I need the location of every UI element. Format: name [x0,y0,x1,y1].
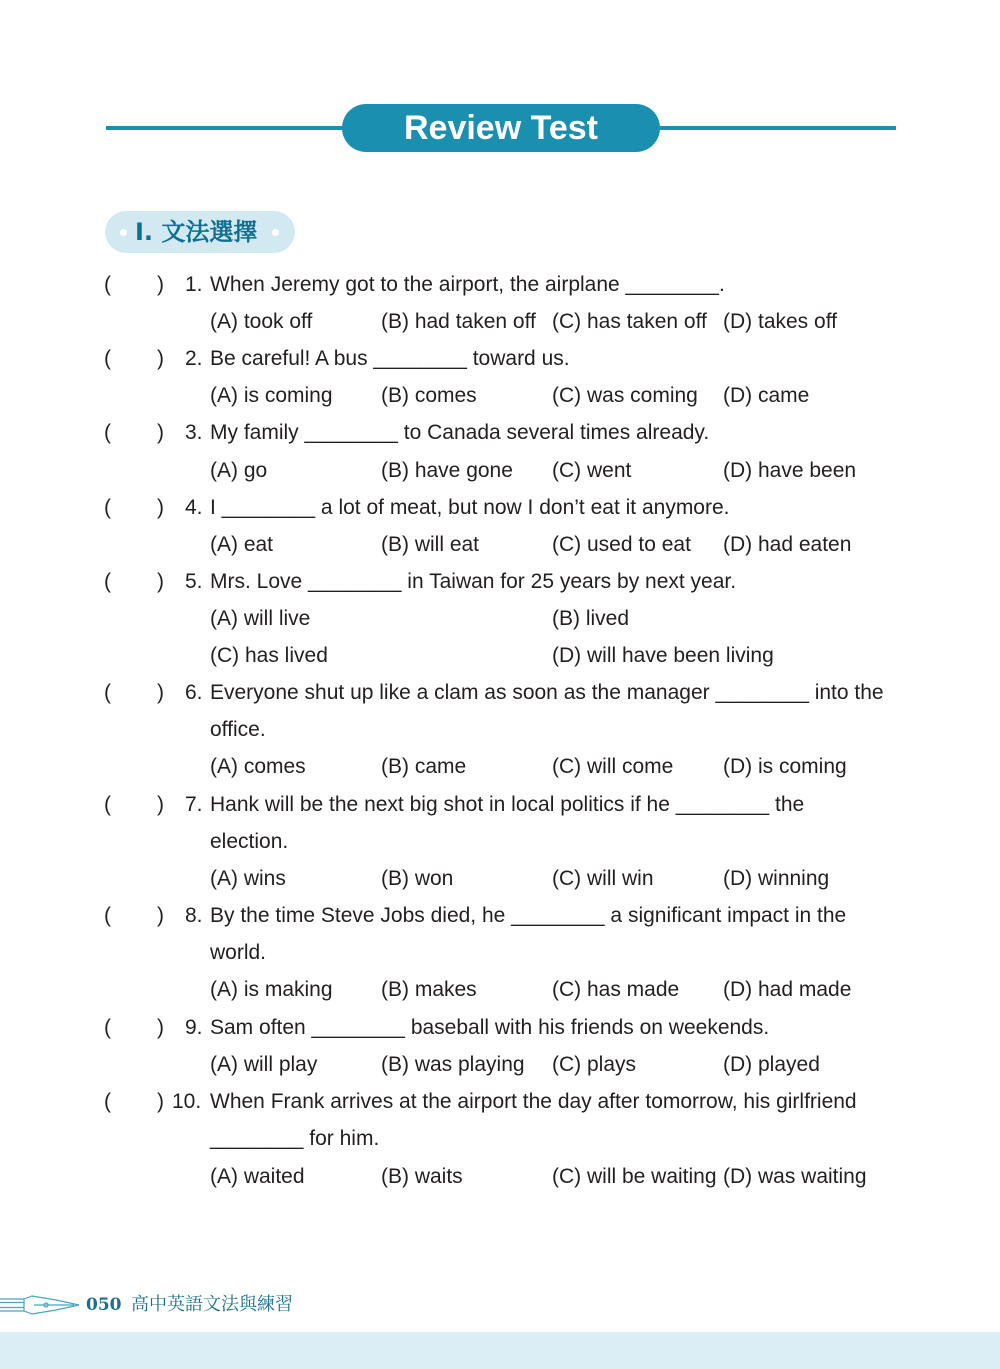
answer-paren-close: ) [157,496,164,519]
option-c: (C) has taken off [552,310,707,333]
answer-paren-close: ) [157,793,164,816]
question-text: Be careful! A bus ________ toward us. [210,347,570,370]
option-b: (B) waits [381,1165,463,1188]
question-text: My family ________ to Canada several times already. [210,421,710,444]
question-number: 1. [185,273,203,296]
options-row [0,528,1000,562]
question-text: I ________ a lot of meat, but now I don’t eat it anymore. [210,496,730,519]
answer-paren-close: ) [157,1016,164,1039]
options-row [0,1160,1000,1194]
option-d: (D) had eaten [723,533,852,556]
option-b: (B) have gone [381,459,513,482]
section-label: I. 文法選擇 [135,218,258,246]
option-c: (C) will come [552,755,674,778]
question-number: 4. [185,496,203,519]
question-continuation [0,825,1000,859]
options-row [0,454,1000,488]
question-number: 6. [185,681,203,704]
answer-paren-close: ) [157,421,164,444]
title-banner [106,104,896,154]
options-row [0,1048,1000,1082]
question-continuation [0,713,1000,747]
question-text: Hank will be the next big shot in local politics if he ________ the [210,793,805,816]
option-b: (B) will eat [381,533,480,556]
options-row [0,750,1000,784]
options-row [0,862,1000,896]
question-text-continued: office. [210,718,266,741]
question-text: Mrs. Love ________ in Taiwan for 25 years by next year. [210,570,737,593]
option-a: (A) will play [210,1053,318,1076]
option-d: (D) will have been living [552,644,774,667]
option-a: (A) is making [210,978,333,1001]
question-number: 7. [185,793,203,816]
answer-paren-close: ) [157,1090,164,1113]
option-d: (D) came [723,384,810,407]
option-c: (C) went [552,459,632,482]
option-b: (B) comes [381,384,477,407]
option-b: (B) makes [381,978,477,1001]
option-b: (B) lived [552,607,630,630]
option-d: (D) have been [723,459,857,482]
option-a: (A) eat [210,533,274,556]
answer-paren-close: ) [157,347,164,370]
option-d: (D) winning [723,867,830,890]
answer-paren-open: ( [104,793,111,816]
option-b: (B) won [381,867,454,890]
answer-paren-open: ( [104,1016,111,1039]
question-number: 8. [185,904,203,927]
question-text: When Frank arrives at the airport the day after tomorrow, his girlfriend [210,1090,857,1113]
answer-paren-open: ( [104,496,111,519]
dot-icon [272,229,279,236]
options-row [0,639,1000,673]
option-b: (B) had taken off [381,310,536,333]
option-b: (B) came [381,755,467,778]
question-text-continued: ________ for him. [210,1127,380,1150]
dot-icon [120,229,127,236]
option-c: (C) has made [552,978,680,1001]
footer-band [0,1332,1000,1369]
pen-nib-icon [0,1290,84,1320]
question-5 [0,565,1000,599]
question-text: Sam often ________ baseball with his friends on weekends. [210,1016,770,1039]
option-a: (A) is coming [210,384,333,407]
options-row [0,379,1000,413]
answer-paren-close: ) [157,681,164,704]
option-a: (A) will live [210,607,311,630]
question-1 [0,268,1000,302]
option-c: (C) has lived [210,644,328,667]
option-a: (A) took off [210,310,313,333]
question-10 [0,1085,1000,1119]
question-8 [0,899,1000,933]
question-9 [0,1011,1000,1045]
option-d: (D) played [723,1053,820,1076]
options-row [0,602,1000,636]
question-text: By the time Steve Jobs died, he ________ a significant impact in the [210,904,847,927]
question-text: When Jeremy got to the airport, the airplane ________. [210,273,725,296]
question-number: 3. [185,421,203,444]
answer-paren-open: ( [104,421,111,444]
options-row [0,305,1000,339]
option-c: (C) will be waiting [552,1165,717,1188]
question-4 [0,491,1000,525]
answer-paren-close: ) [157,904,164,927]
page-number: 050 [86,1295,122,1315]
question-text-continued: election. [210,830,289,853]
answer-paren-open: ( [104,570,111,593]
answer-paren-open: ( [104,904,111,927]
answer-paren-open: ( [104,347,111,370]
question-continuation [0,1122,1000,1156]
question-number: 2. [185,347,203,370]
option-c: (C) will win [552,867,654,890]
option-a: (A) go [210,459,268,482]
option-a: (A) comes [210,755,306,778]
option-a: (A) wins [210,867,286,890]
question-number: 10. [172,1090,202,1113]
question-text: Everyone shut up like a clam as soon as the manager ________ into the [210,681,884,704]
section-heading [105,211,295,253]
answer-paren-open: ( [104,273,111,296]
option-c: (C) used to eat [552,533,691,556]
option-d: (D) was waiting [723,1165,867,1188]
option-d: (D) had made [723,978,852,1001]
question-number: 9. [185,1016,203,1039]
book-title: 高中英語文法與練習 [131,1294,293,1315]
answer-paren-open: ( [104,1090,111,1113]
question-number: 5. [185,570,203,593]
options-row [0,973,1000,1007]
question-text-continued: world. [210,941,267,964]
option-b: (B) was playing [381,1053,525,1076]
question-7 [0,788,1000,822]
answer-paren-close: ) [157,273,164,296]
page-title: Review Test [342,104,660,152]
question-3 [0,416,1000,450]
option-c: (C) plays [552,1053,637,1076]
option-d: (D) is coming [723,755,847,778]
question-6 [0,676,1000,710]
question-continuation [0,936,1000,970]
answer-paren-open: ( [104,681,111,704]
option-a: (A) waited [210,1165,305,1188]
question-2 [0,342,1000,376]
option-c: (C) was coming [552,384,698,407]
option-d: (D) takes off [723,310,837,333]
answer-paren-close: ) [157,570,164,593]
